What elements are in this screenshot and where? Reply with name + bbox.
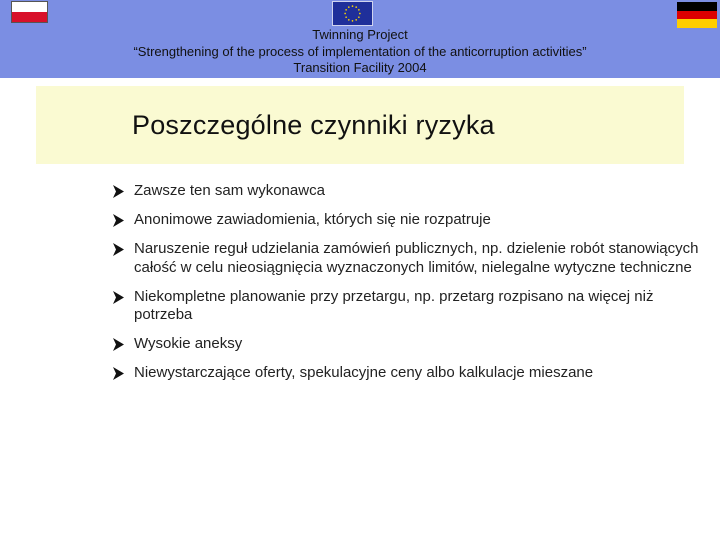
title-box (36, 86, 684, 164)
list-item (110, 288, 700, 325)
germany-flag-icon (677, 2, 717, 28)
project-name: Twinning Project (312, 27, 408, 42)
bullet-text: Wysokie aneksy (134, 335, 243, 352)
list-item (110, 364, 700, 383)
eu-star (355, 19, 357, 21)
bullet-text: Naruszenie reguł udzielania zamówień publicznych, np. dzielenie robót stanowiących całość w celu nieosiągnięcia wyznaczonych limitów, nielegalne wytyczne techniczne (134, 240, 699, 276)
arrow-bullet-icon (112, 338, 125, 351)
eu-star (348, 19, 350, 21)
bullet-text: Niekompletne planowanie przy przetargu, np. przetarg rozpisano na więcej niż potrzeba (134, 287, 654, 323)
list-item (110, 335, 700, 354)
bullet-text: Niewystarczające oferty, spekulacyjne ceny albo kalkulacje mieszane (134, 364, 594, 381)
eu-star (352, 20, 354, 22)
arrow-bullet-icon (112, 243, 125, 256)
list-item (110, 182, 700, 201)
bullet-text: Zawsze ten sam wykonawca (134, 182, 325, 199)
arrow-bullet-icon (112, 367, 125, 380)
eu-star (348, 6, 350, 8)
eu-star (358, 9, 360, 11)
list-item (110, 240, 700, 277)
eu-star (345, 9, 347, 11)
eu-star (344, 13, 346, 15)
eu-flag-icon (332, 1, 373, 26)
eu-star (345, 16, 347, 18)
eu-star (352, 5, 354, 7)
header-banner (0, 0, 720, 78)
poland-flag-icon (11, 1, 48, 23)
list-item (110, 211, 700, 230)
eu-star (358, 16, 360, 18)
project-info (0, 27, 720, 77)
arrow-bullet-icon (112, 214, 125, 227)
arrow-bullet-icon (112, 291, 125, 304)
slide-title: Poszczególne czynniki ryzyka (132, 110, 495, 140)
arrow-bullet-icon (112, 185, 125, 198)
eu-star (359, 13, 361, 15)
project-facility: Transition Facility 2004 (293, 60, 427, 75)
bullet-list (110, 182, 700, 393)
project-subtitle: “Strengthening of the process of implementation of the anticorruption activities” (133, 43, 587, 59)
eu-star (355, 6, 357, 8)
bullet-text: Anonimowe zawiadomienia, których się nie rozpatruje (134, 211, 491, 228)
